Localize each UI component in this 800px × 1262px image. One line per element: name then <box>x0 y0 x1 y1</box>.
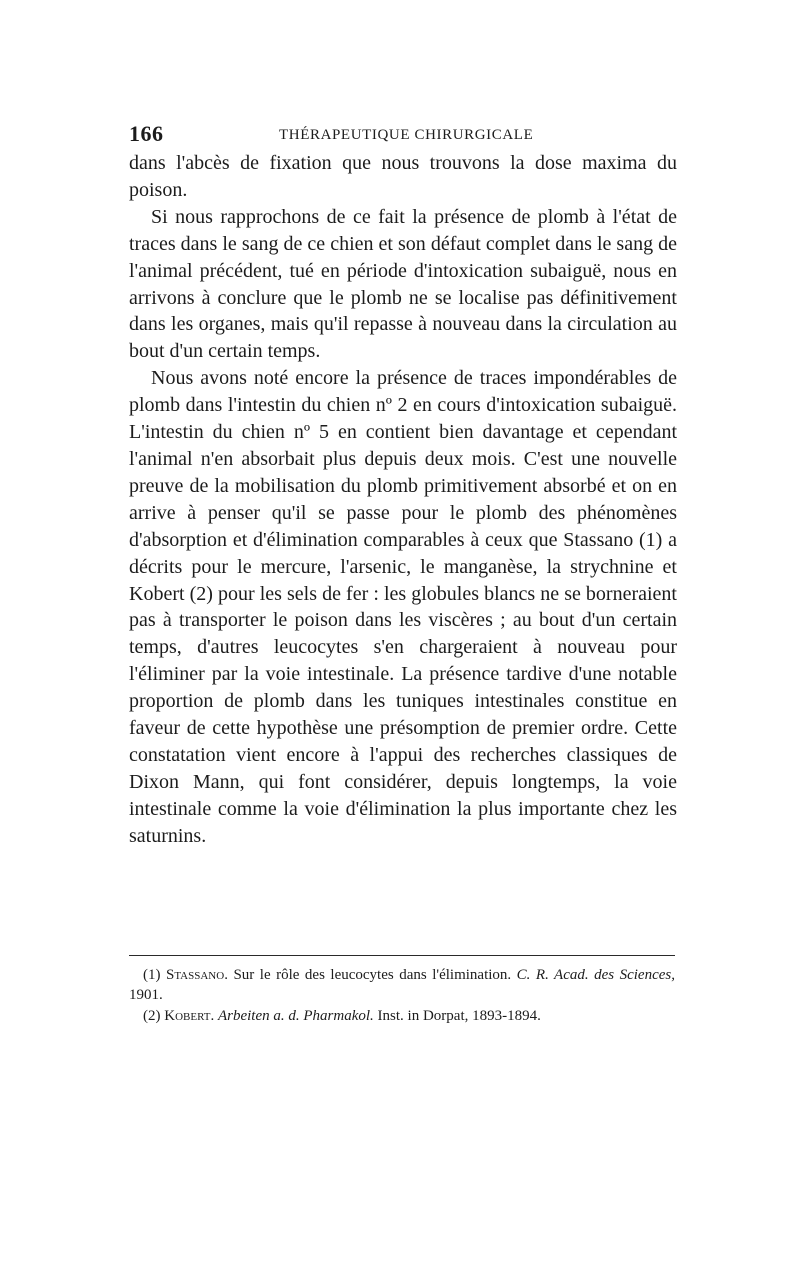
footnote-1-source: C. R. Acad. des Sciences, <box>516 967 675 983</box>
footnote-divider <box>129 955 675 956</box>
footnote-1-author: Stassano. <box>166 967 228 983</box>
footnote-1 <box>129 966 675 1005</box>
footnote-1-text: Sur le rôle des leucocytes dans l'élimination. <box>233 967 512 983</box>
paragraph-2: Si nous rapprochons de ce fait la présence de plomb à l'état de traces dans le sang de ce chien et son défaut complet dans le sang de l'animal précédent, tué en période d'intoxication subaiguë, nous en arrivons à conclure que le plomb ne se localise pas définitivement dans les organes, mais qu'il repasse à nouveau dans la circulation au bout d'un certain temps. <box>129 205 677 363</box>
footnote-2 <box>129 1007 675 1027</box>
footnote-2-author: Kobert. <box>164 1008 215 1024</box>
footnote-2-tail: Inst. in Dorpat, 1893-1894. <box>377 1008 541 1024</box>
footnote-1-tail: 1901. <box>129 986 163 1003</box>
running-title: THÉRAPEUTIQUE CHIRURGICALE <box>279 127 534 143</box>
footnote-2-source: Arbeiten a. d. Pharmakol. <box>217 1008 374 1024</box>
footnotes <box>129 966 675 1027</box>
footnote-1-marker: (1) <box>143 967 161 983</box>
page-header <box>129 121 675 147</box>
paragraph-1: dans l'abcès de fixation que nous trouvons la dose maxima du poison. <box>129 152 677 201</box>
main-text <box>129 150 677 850</box>
page-number: 166 <box>129 121 164 146</box>
footnote-2-marker: (2) <box>143 1008 161 1024</box>
paragraph-3: Nous avons noté encore la présence de traces impondérables de plomb dans l'intestin du chien nº 2 en cours d'intoxication subaiguë. L'intestin du chien nº 5 en contient bien davantage et cependant l'animal n'en absorbait plus depuis deux mois. C'est une nouvelle preuve de la mobilisation du plomb primitivement absorbé et on en arrive à penser qu'il se passe pour le plomb des phénomènes d'absorption et d'élimination comparables à ceux que Stassano (1) a décrits pour le mercure, l'arsenic, le manganèse, la strychnine et Kobert (2) pour les sels de fer : les globules blancs ne se borneraient pas à transporter le poison dans les viscères ; au bout d'un certain temps, d'autres leucocytes s'en chargeraient à nouveau pour l'éliminer par la voie intestinale. La présence tardive d'une notable proportion de plomb dans les tuniques intestinales constitue en faveur de cette hypothèse une présomption de premier ordre. Cette constatation vient encore à l'appui des recherches classiques de Dixon Mann, qui font considérer, depuis longtemps, la voie intestinale comme la voie d'élimination la plus importante chez les saturnins. <box>129 367 677 847</box>
